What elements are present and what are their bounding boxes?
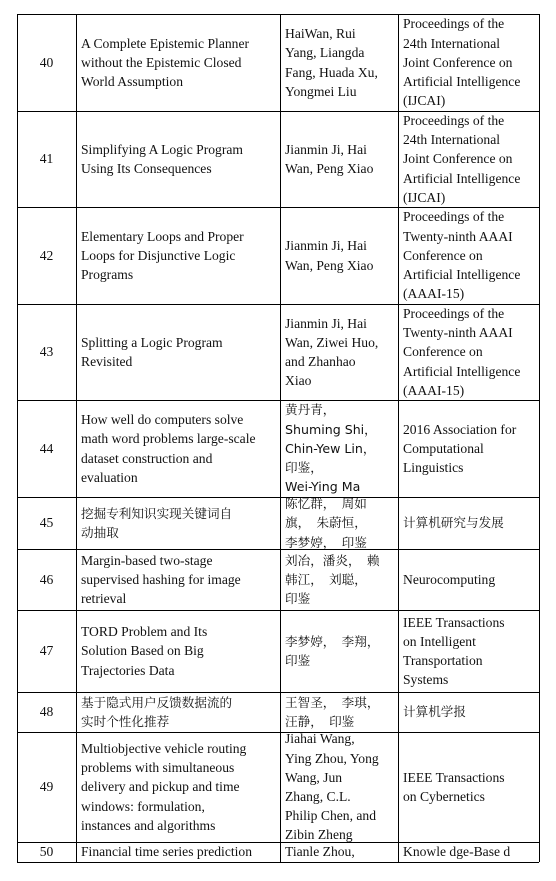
cell-authors bbox=[280, 111, 398, 207]
cell-authors bbox=[280, 207, 398, 304]
authors-text: Jianmin Ji, Hai Wan, Peng Xiao bbox=[285, 141, 374, 176]
authors-text: HaiWan, Rui Yang, Liangda Fang, Huada Xu, Yongmei Liu bbox=[285, 26, 378, 99]
cell-no bbox=[17, 842, 76, 862]
cell-venue bbox=[398, 549, 539, 610]
cell-authors bbox=[280, 692, 398, 732]
title-text: Multiobjective vehicle routing problems with simultaneous delivery and pickup and time windows: formulation, instances and algorithms bbox=[81, 740, 247, 833]
venue-text: Proceedings of the Twenty-ninth AAAI Conference on Artificial Intelligence (AAAI-15) bbox=[403, 209, 521, 302]
venue-text: Neurocomputing bbox=[403, 571, 496, 587]
cell-no bbox=[17, 610, 76, 692]
venue-text: Proceedings of the 24th International Joint Conference on Artificial Intelligence (IJCAI) bbox=[403, 16, 521, 109]
cell-venue bbox=[398, 111, 539, 207]
authors-text: Jianmin Ji, Hai Wan, Peng Xiao bbox=[285, 238, 374, 273]
no-text: 47 bbox=[39, 643, 54, 659]
cell-title bbox=[76, 207, 280, 304]
cell-no bbox=[17, 692, 76, 732]
title-text: TORD Problem and Its Solution Based on Big Trajectories Data bbox=[81, 624, 208, 678]
cell-title bbox=[76, 732, 280, 842]
title-text: Financial time series prediction bbox=[81, 844, 253, 860]
no-text: 46 bbox=[39, 571, 54, 587]
cell-no bbox=[17, 400, 76, 497]
cell-venue bbox=[398, 207, 539, 304]
title-text: How well do computers solve math word problems large-scale dataset construction and evaluation bbox=[81, 412, 256, 485]
authors-text: 陈忆群， 周如 旗， 朱蔚恒， 李梦婷， 印鉴 bbox=[285, 497, 367, 549]
authors-text: 黄丹青， Shuming Shi， Chin-Yew Lin， 印鉴， Wei-Ying Ma bbox=[285, 402, 377, 495]
title-text: 基于隐式用户反馈数据流的 实时个性化推荐 bbox=[81, 694, 233, 729]
no-text: 40 bbox=[39, 54, 54, 70]
no-text: 50 bbox=[39, 844, 54, 860]
cell-venue bbox=[398, 497, 539, 549]
no-text: 45 bbox=[39, 515, 54, 531]
cell-title bbox=[76, 14, 280, 111]
cell-authors bbox=[280, 304, 398, 400]
cell-title bbox=[76, 610, 280, 692]
venue-text: IEEE Transactions on Intelligent Transportation Systems bbox=[403, 614, 505, 688]
venue-text: Knowle dge-Base d bbox=[403, 844, 511, 860]
no-text: 41 bbox=[39, 151, 54, 167]
title-text: Simplifying A Logic Program Using Its Consequences bbox=[81, 141, 243, 176]
cell-authors bbox=[280, 549, 398, 610]
venue-text: Proceedings of the Twenty-ninth AAAI Conference on Artificial Intelligence (AAAI-15) bbox=[403, 306, 521, 398]
cell-no bbox=[17, 732, 76, 842]
no-text: 49 bbox=[39, 779, 54, 795]
cell-title bbox=[76, 549, 280, 610]
cell-no bbox=[17, 549, 76, 610]
authors-text: 刘冶，潘炎， 赖 韩江， 刘聪， 印鉴 bbox=[285, 552, 380, 607]
cell-title bbox=[76, 842, 280, 862]
cell-venue bbox=[398, 14, 539, 111]
cell-title bbox=[76, 692, 280, 732]
venue-text: 计算机学报 bbox=[403, 704, 466, 720]
cell-authors bbox=[280, 400, 398, 497]
authors-text: Jiahai Wang, Ying Zhou, Yong Wang, Jun Zhang, C.L. Philip Chen, and Zibin Zheng bbox=[285, 732, 379, 842]
cell-no bbox=[17, 111, 76, 207]
authors-text: Tianle Zhou, bbox=[285, 844, 355, 860]
title-text: 挖掘专利知识实现关键词自 动抽取 bbox=[81, 505, 233, 540]
venue-text: 计算机研究与发展 bbox=[403, 515, 504, 531]
title-text: A Complete Epistemic Planner without the Epistemic Closed World Assumption bbox=[81, 35, 250, 90]
no-text: 42 bbox=[39, 247, 54, 263]
authors-text: 王智圣， 李琪， 汪静， 印鉴 bbox=[285, 694, 380, 729]
cell-venue bbox=[398, 842, 539, 862]
no-text: 44 bbox=[39, 440, 54, 456]
authors-text: 李梦婷， 李翔， 印鉴 bbox=[285, 633, 380, 668]
cell-authors bbox=[280, 842, 398, 862]
cell-no bbox=[17, 497, 76, 549]
cell-authors bbox=[280, 14, 398, 111]
no-text: 48 bbox=[39, 704, 54, 720]
cell-no bbox=[17, 14, 76, 111]
cell-title bbox=[76, 111, 280, 207]
title-text: Margin-based two-stage supervised hashing for image retrieval bbox=[81, 552, 241, 607]
cell-venue bbox=[398, 692, 539, 732]
cell-no bbox=[17, 304, 76, 400]
no-text: 43 bbox=[39, 344, 54, 360]
cell-venue bbox=[398, 400, 539, 497]
cell-venue bbox=[398, 610, 539, 692]
cell-authors bbox=[280, 610, 398, 692]
title-text: Splitting a Logic Program Revisited bbox=[81, 334, 223, 369]
venue-text: IEEE Transactions on Cybernetics bbox=[403, 769, 505, 804]
authors-text: Jianmin Ji, Hai Wan, Ziwei Huo, and Zhanhao Xiao bbox=[285, 315, 379, 389]
venue-text: Proceedings of the 24th International Joint Conference on Artificial Intelligence (IJCAI) bbox=[403, 113, 521, 205]
cell-venue bbox=[398, 732, 539, 842]
cell-title bbox=[76, 400, 280, 497]
cell-venue bbox=[398, 304, 539, 400]
title-text: Elementary Loops and Proper Loops for Disjunctive Logic Programs bbox=[81, 228, 244, 283]
venue-text: 2016 Association for Computational Linguistics bbox=[403, 421, 517, 476]
cell-title bbox=[76, 497, 280, 549]
cell-no bbox=[17, 207, 76, 304]
cell-authors bbox=[280, 732, 398, 842]
cell-authors bbox=[280, 497, 398, 549]
cell-title bbox=[76, 304, 280, 400]
